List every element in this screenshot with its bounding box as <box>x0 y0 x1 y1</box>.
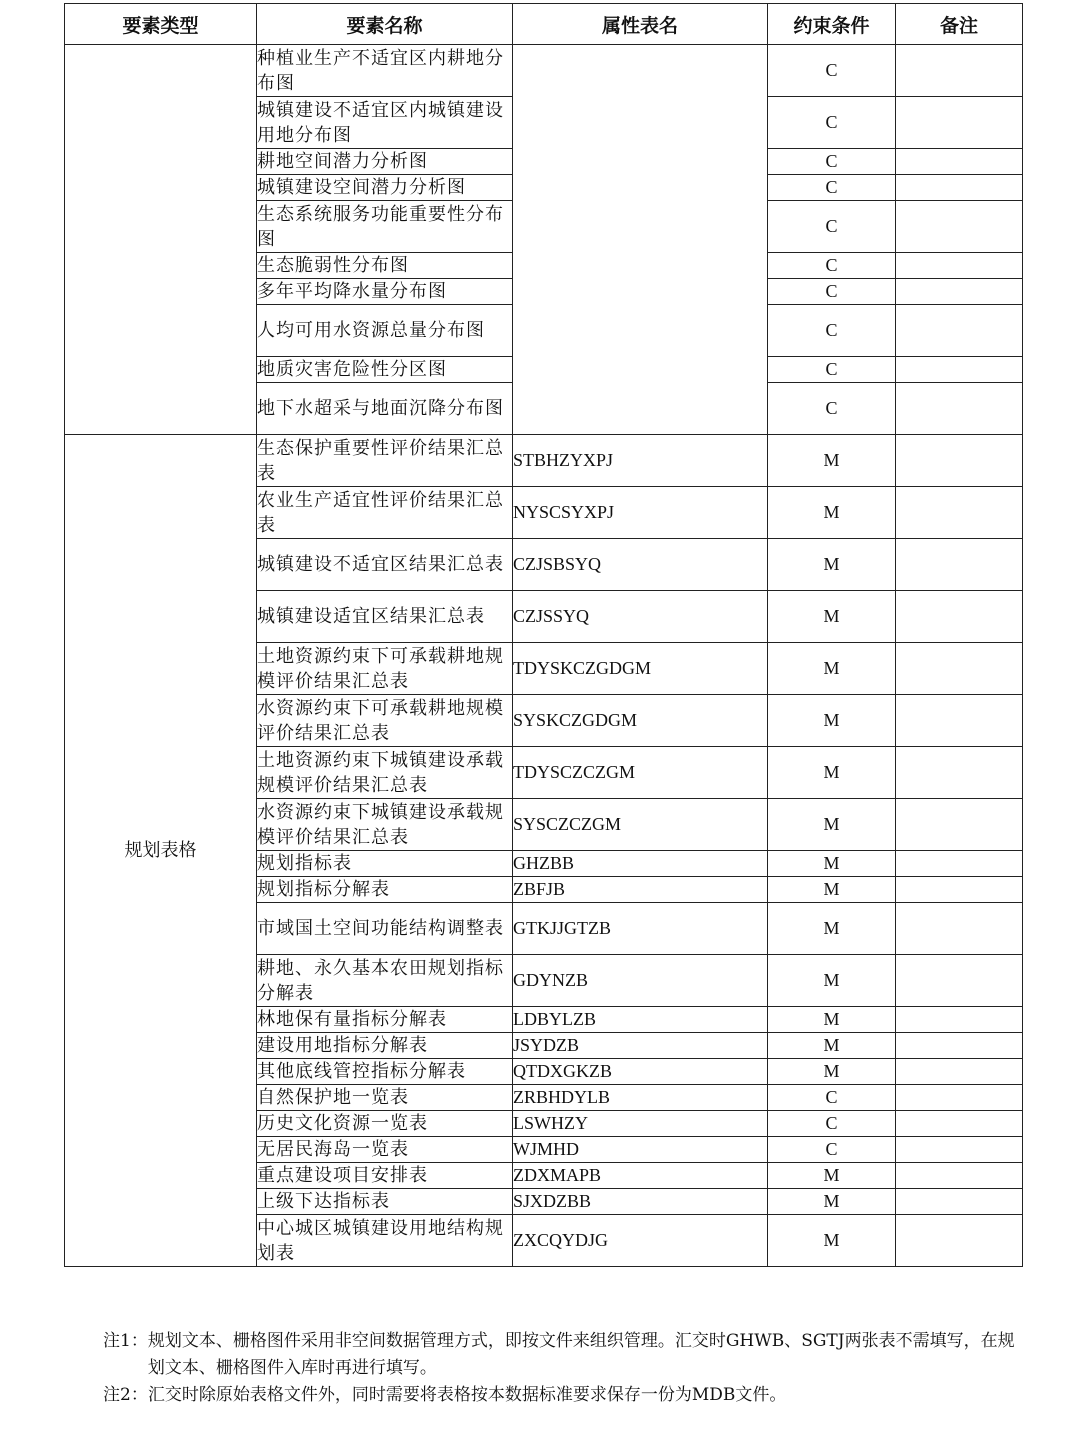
remark-cell <box>896 1137 1023 1163</box>
element-name-cell: 城镇建设不适宜区结果汇总表 <box>257 539 513 591</box>
attribute-table-cell: ZXCQYDJG <box>513 1215 768 1267</box>
note-2 <box>103 1382 1023 1409</box>
remark-cell <box>896 1059 1023 1085</box>
remark-cell <box>896 1033 1023 1059</box>
attribute-table-cell <box>513 45 768 435</box>
element-name-cell: 规划指标表 <box>257 851 513 877</box>
attribute-table-cell: TDYSCZCZGM <box>513 747 768 799</box>
element-name-cell: 地质灾害危险性分区图 <box>257 357 513 383</box>
remark-cell <box>896 1215 1023 1267</box>
constraint-cell: C <box>768 97 896 149</box>
element-name-cell: 规划指标分解表 <box>257 877 513 903</box>
attribute-table-cell: NYSCSYXPJ <box>513 487 768 539</box>
constraint-cell: C <box>768 149 896 175</box>
constraint-cell: M <box>768 747 896 799</box>
attribute-table-cell: TDYSKCZGDGM <box>513 643 768 695</box>
remark-cell <box>896 435 1023 487</box>
attribute-table-cell: ZBFJB <box>513 877 768 903</box>
constraint-cell: M <box>768 799 896 851</box>
remark-cell <box>896 747 1023 799</box>
attribute-table-cell: SYSKCZGDGM <box>513 695 768 747</box>
element-name-cell: 自然保护地一览表 <box>257 1085 513 1111</box>
remark-cell <box>896 383 1023 435</box>
element-name-cell: 历史文化资源一览表 <box>257 1111 513 1137</box>
constraint-cell: M <box>768 1163 896 1189</box>
remark-cell <box>896 45 1023 97</box>
element-name-cell: 建设用地指标分解表 <box>257 1033 513 1059</box>
remark-cell <box>896 591 1023 643</box>
constraint-cell: M <box>768 643 896 695</box>
element-name-cell: 城镇建设适宜区结果汇总表 <box>257 591 513 643</box>
remark-cell <box>896 643 1023 695</box>
element-name-cell: 生态系统服务功能重要性分布图 <box>257 201 513 253</box>
element-name-cell: 土地资源约束下可承载耕地规模评价结果汇总表 <box>257 643 513 695</box>
attribute-table-cell: WJMHD <box>513 1137 768 1163</box>
element-type-cell: 规划表格 <box>65 435 257 1267</box>
element-name-cell: 多年平均降水量分布图 <box>257 279 513 305</box>
header-attr: 属性表名 <box>513 4 768 45</box>
constraint-cell: M <box>768 877 896 903</box>
element-name-cell: 农业生产适宜性评价结果汇总表 <box>257 487 513 539</box>
constraint-cell: C <box>768 1137 896 1163</box>
note-text: 汇交时除原始表格文件外，同时需要将表格按本数据标准要求保存一份为MDB文件。 <box>147 1385 787 1405</box>
element-name-cell: 耕地空间潜力分析图 <box>257 149 513 175</box>
note-1 <box>103 1328 1023 1382</box>
element-name-cell: 种植业生产不适宜区内耕地分布图 <box>257 45 513 97</box>
note-tag: 注2： <box>103 1385 148 1405</box>
remark-cell <box>896 201 1023 253</box>
table-body <box>65 45 1023 1267</box>
constraint-cell: M <box>768 591 896 643</box>
constraint-cell: C <box>768 175 896 201</box>
attribute-table-cell: STBHZYXPJ <box>513 435 768 487</box>
remark-cell <box>896 539 1023 591</box>
remark-cell <box>896 1189 1023 1215</box>
constraint-cell: C <box>768 1111 896 1137</box>
attribute-table-cell: LDBYLZB <box>513 1007 768 1033</box>
remark-cell <box>896 97 1023 149</box>
constraint-cell: M <box>768 1033 896 1059</box>
element-name-cell: 重点建设项目安排表 <box>257 1163 513 1189</box>
constraint-cell: C <box>768 253 896 279</box>
attribute-table-cell: CZJSSYQ <box>513 591 768 643</box>
note-tag: 注1： <box>103 1331 148 1351</box>
element-name-cell: 水资源约束下城镇建设承载规模评价结果汇总表 <box>257 799 513 851</box>
attribute-table-cell: JSYDZB <box>513 1033 768 1059</box>
remark-cell <box>896 799 1023 851</box>
constraint-cell: M <box>768 903 896 955</box>
attribute-table-cell: GHZBB <box>513 851 768 877</box>
remark-cell <box>896 1163 1023 1189</box>
element-name-cell: 土地资源约束下城镇建设承载规模评价结果汇总表 <box>257 747 513 799</box>
remark-cell <box>896 903 1023 955</box>
attribute-table-cell: LSWHZY <box>513 1111 768 1137</box>
constraint-cell: M <box>768 851 896 877</box>
element-name-cell: 人均可用水资源总量分布图 <box>257 305 513 357</box>
element-name-cell: 中心城区城镇建设用地结构规划表 <box>257 1215 513 1267</box>
element-name-cell: 上级下达指标表 <box>257 1189 513 1215</box>
note-text: 规划文本、栅格图件采用非空间数据管理方式，即按文件来组织管理。汇交时GHWB、SGTJ两张表不需填写，在规划文本、栅格图件入库时再进行填写。 <box>147 1331 1015 1378</box>
constraint-cell: M <box>768 695 896 747</box>
remark-cell <box>896 487 1023 539</box>
element-name-cell: 耕地、永久基本农田规划指标分解表 <box>257 955 513 1007</box>
header-constraint: 约束条件 <box>768 4 896 45</box>
constraint-cell: M <box>768 1059 896 1085</box>
constraint-cell: C <box>768 279 896 305</box>
header-name: 要素名称 <box>257 4 513 45</box>
table-header <box>65 4 1023 45</box>
remark-cell <box>896 695 1023 747</box>
header-remark: 备注 <box>896 4 1023 45</box>
element-name-cell: 市域国土空间功能结构调整表 <box>257 903 513 955</box>
attribute-table-cell: ZDXMAPB <box>513 1163 768 1189</box>
remark-cell <box>896 955 1023 1007</box>
constraint-cell: M <box>768 1007 896 1033</box>
remark-cell <box>896 851 1023 877</box>
attribute-table-cell: ZRBHDYLB <box>513 1085 768 1111</box>
attribute-table-cell: QTDXGKZB <box>513 1059 768 1085</box>
table-row <box>65 45 1023 97</box>
element-name-cell: 生态脆弱性分布图 <box>257 253 513 279</box>
constraint-cell: C <box>768 201 896 253</box>
constraint-cell: M <box>768 1215 896 1267</box>
attribute-table-cell: GTKJJGTZB <box>513 903 768 955</box>
element-name-cell: 城镇建设不适宜区内城镇建设用地分布图 <box>257 97 513 149</box>
element-name-cell: 地下水超采与地面沉降分布图 <box>257 383 513 435</box>
remark-cell <box>896 1111 1023 1137</box>
element-name-cell: 无居民海岛一览表 <box>257 1137 513 1163</box>
remark-cell <box>896 279 1023 305</box>
constraint-cell: C <box>768 383 896 435</box>
element-type-cell <box>65 45 257 435</box>
remark-cell <box>896 305 1023 357</box>
element-name-cell: 水资源约束下可承载耕地规模评价结果汇总表 <box>257 695 513 747</box>
remark-cell <box>896 175 1023 201</box>
remark-cell <box>896 1007 1023 1033</box>
remark-cell <box>896 877 1023 903</box>
constraint-cell: C <box>768 45 896 97</box>
constraint-cell: C <box>768 1085 896 1111</box>
constraint-cell: M <box>768 435 896 487</box>
element-name-cell: 其他底线管控指标分解表 <box>257 1059 513 1085</box>
constraint-cell: M <box>768 1189 896 1215</box>
element-name-cell: 林地保有量指标分解表 <box>257 1007 513 1033</box>
attribute-table-cell: CZJSBSYQ <box>513 539 768 591</box>
remark-cell <box>896 149 1023 175</box>
attribute-table-cell: GDYNZB <box>513 955 768 1007</box>
constraint-cell: M <box>768 539 896 591</box>
constraint-cell: M <box>768 955 896 1007</box>
element-name-cell: 城镇建设空间潜力分析图 <box>257 175 513 201</box>
constraint-cell: C <box>768 305 896 357</box>
attribute-table-cell: SYSCZCZGM <box>513 799 768 851</box>
data-standard-table <box>64 3 1023 1267</box>
remark-cell <box>896 1085 1023 1111</box>
remark-cell <box>896 253 1023 279</box>
element-name-cell: 生态保护重要性评价结果汇总表 <box>257 435 513 487</box>
table-row <box>65 435 1023 487</box>
notes-section <box>103 1328 1023 1409</box>
constraint-cell: C <box>768 357 896 383</box>
constraint-cell: M <box>768 487 896 539</box>
header-type: 要素类型 <box>65 4 257 45</box>
remark-cell <box>896 357 1023 383</box>
attribute-table-cell: SJXDZBB <box>513 1189 768 1215</box>
